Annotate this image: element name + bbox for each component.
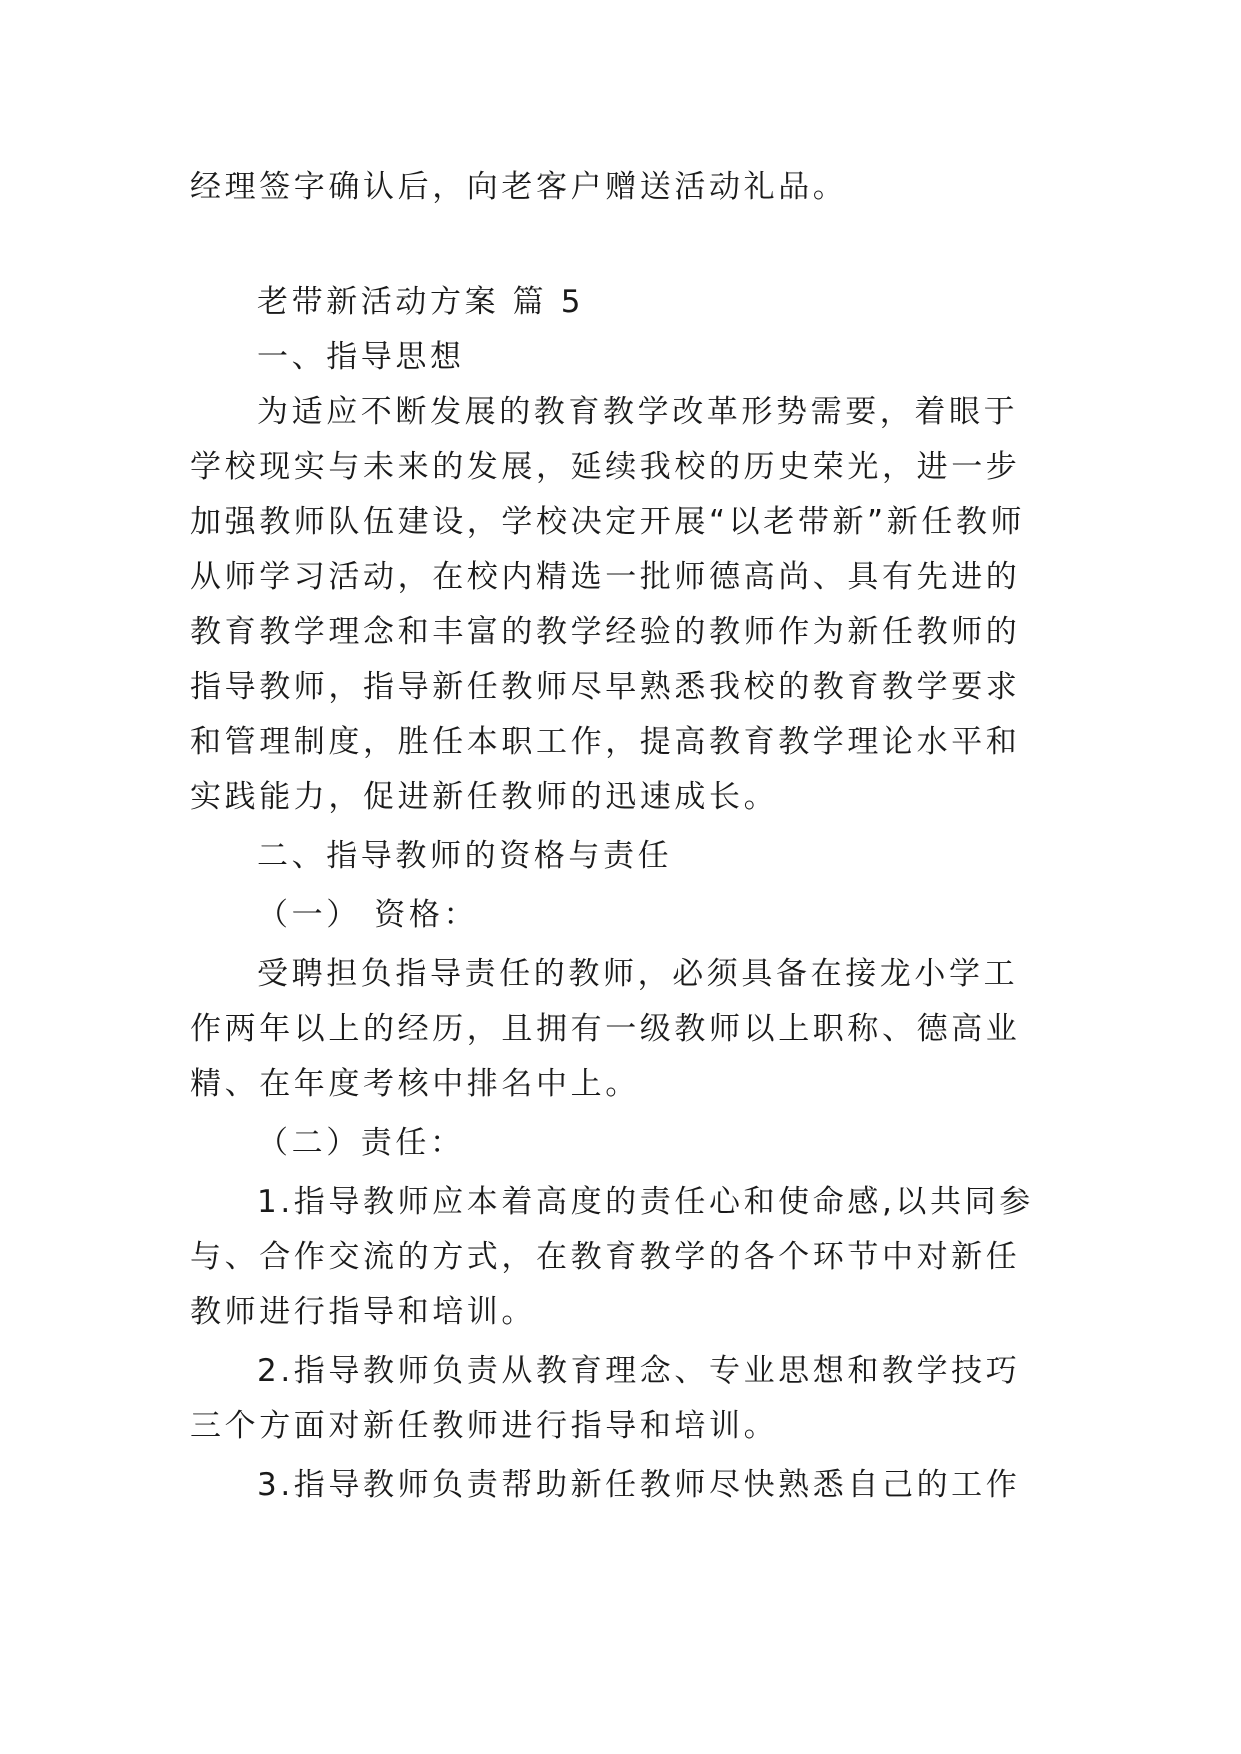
list-item-2: 2.指导教师负责从教育理念、专业思想和教学技巧三个方面对新任教师进行指导和培训。 — [190, 1353, 1021, 1444]
subheading-responsibility: （二）责任： — [257, 1125, 465, 1161]
section-title: 老带新活动方案 篇 5 — [257, 284, 585, 320]
subheading-qualification: （一） 资格： — [257, 897, 479, 933]
document-body — [190, 160, 1052, 1513]
list-item-3: 3.指导教师负责帮助新任教师尽快熟悉自己的工作 — [257, 1467, 1021, 1503]
heading-guiding-thought: 一、指导思想 — [257, 339, 465, 375]
paragraph-qualification: 受聘担负指导责任的教师，必须具备在接龙小学工作两年以上的经历，且拥有一级教师以上职称、德高业精、在年度考核中排名中上。 — [190, 956, 1021, 1102]
previous-section-tail: 经理签字确认后，向老客户赠送活动礼品。 — [190, 169, 848, 205]
paragraph-guiding-thought: 为适应不断发展的教育教学改革形势需要，着眼于学校现实与未来的发展，延续我校的历史荣光，进一步加强教师队伍建设，学校决定开展“以老带新”新任教师从师学习活动，在校内精选一批师德高尚、具有先进的教育教学理念和丰富的教学经验的教师作为新任教师的指导教师，指导新任教师尽早熟悉我校的教育教学要求和管理制度，胜任本职工作，提高教育教学理论水平和实践能力，促进新任教师的迅速成长。 — [190, 394, 1026, 815]
heading-qualification-responsibility: 二、指导教师的资格与责任 — [257, 838, 673, 874]
list-item-1: 1.指导教师应本着高度的责任心和使命感,以共同参与、合作交流的方式，在教育教学的各个环节中对新任教师进行指导和培训。 — [190, 1184, 1034, 1330]
